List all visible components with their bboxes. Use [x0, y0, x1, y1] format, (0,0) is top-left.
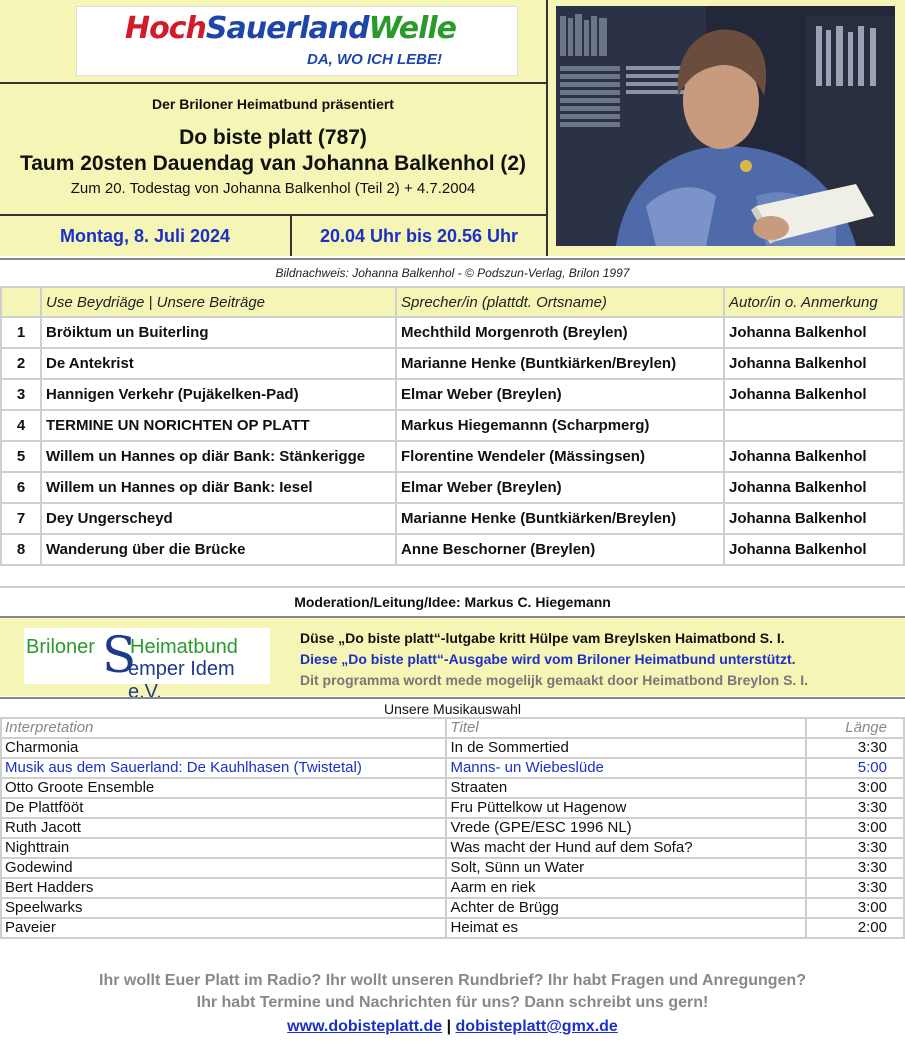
- logo-letter-s: S: [102, 626, 137, 684]
- music-title: In de Sommertied: [446, 738, 805, 758]
- heimatbund-logo[interactable]: [24, 626, 270, 703]
- music-artist: Ruth Jacott: [1, 818, 446, 838]
- row-number: 6: [1, 472, 41, 503]
- music-length: 3:30: [806, 738, 904, 758]
- table-row: [1, 738, 904, 758]
- contribution-title: Dey Ungerscheyd: [41, 503, 396, 534]
- show-info: [0, 84, 548, 216]
- speaker: Marianne Henke (Buntkiärken/Breylen): [396, 348, 724, 379]
- table-row: [1, 778, 904, 798]
- table-row: [1, 534, 904, 565]
- broadcast-time: 20.04 Uhr bis 20.56 Uhr: [292, 216, 548, 256]
- logo-word-briloner: Briloner: [26, 636, 95, 658]
- logo-slogan: DA, WO ICH LEBE!: [307, 51, 442, 68]
- footer-links: [0, 1016, 905, 1038]
- table-row: [1, 472, 904, 503]
- logo-container: [0, 0, 548, 84]
- logo-part-blue: Sauerland: [205, 11, 369, 46]
- logo-part-red: Hoch: [125, 11, 206, 46]
- music-length: 3:30: [806, 878, 904, 898]
- footer-line-contact: Ihr habt Termine und Nachrichten für uns? Dann schreibt uns gern!: [196, 994, 709, 1011]
- col-header-author: Autor/in o. Anmerkung: [724, 287, 904, 317]
- music-length: 2:00: [806, 918, 904, 938]
- row-number: 5: [1, 441, 41, 472]
- table-row: [1, 410, 904, 441]
- author: Johanna Balkenhol: [724, 472, 904, 503]
- table-row: [1, 503, 904, 534]
- logo-wordmark: [125, 11, 456, 46]
- music-title: Fru Püttelkow ut Hagenow: [446, 798, 805, 818]
- program-table: [0, 286, 905, 566]
- row-number: 8: [1, 534, 41, 565]
- music-title: Manns- un Wiebeslüde: [446, 758, 805, 778]
- col-header-title: Titel: [446, 718, 805, 738]
- music-length: 3:30: [806, 798, 904, 818]
- table-row: [1, 858, 904, 878]
- logo-word-heimatbund: Heimatbund: [130, 636, 238, 658]
- row-number: 7: [1, 503, 41, 534]
- table-row: [1, 798, 904, 818]
- author: Johanna Balkenhol: [724, 317, 904, 348]
- sponsor-lines: [300, 628, 808, 691]
- sponsor-line-dutch: Dit programma wordt mede mogelijk gemaakt door Heimatbond Breylon S. I.: [300, 672, 808, 688]
- row-number: 1: [1, 317, 41, 348]
- music-section-title: Unsere Musikauswahl: [0, 697, 905, 719]
- author: Johanna Balkenhol: [724, 534, 904, 565]
- music-length: 3:00: [806, 778, 904, 798]
- col-header-speaker: Sprecher/in (plattdt. Ortsname): [396, 287, 724, 317]
- speaker: Mechthild Morgenroth (Breylen): [396, 317, 724, 348]
- author: [724, 410, 904, 441]
- footer: [0, 970, 905, 1038]
- table-row: [1, 379, 904, 410]
- music-title: Vrede (GPE/ESC 1996 NL): [446, 818, 805, 838]
- episode-subtitle: Zum 20. Todestag von Johanna Balkenhol (Teil 2) + 4.7.2004: [70, 180, 476, 197]
- author: Johanna Balkenhol: [724, 441, 904, 472]
- row-number: 4: [1, 410, 41, 441]
- col-header-contributions: Use Beydriäge | Unsere Beiträge: [41, 287, 396, 317]
- speaker: Florentine Wendeler (Mässingsen): [396, 441, 724, 472]
- music-artist: Nighttrain: [1, 838, 446, 858]
- speaker: Markus Hiegemannn (Scharpmerg): [396, 410, 724, 441]
- contribution-title: Willem un Hannes op diär Bank: Stänkerigge: [41, 441, 396, 472]
- author: Johanna Balkenhol: [724, 379, 904, 410]
- speaker: Anne Beschorner (Breylen): [396, 534, 724, 565]
- music-length: 3:30: [806, 858, 904, 878]
- music-length: 5:00: [806, 758, 904, 778]
- music-artist: Otto Groote Ensemble: [1, 778, 446, 798]
- table-row: [1, 317, 904, 348]
- music-length: 3:00: [806, 818, 904, 838]
- author: Johanna Balkenhol: [724, 503, 904, 534]
- photo-credit: Bildnachweis: Johanna Balkenhol - © Podszun-Verlag, Brilon 1997: [0, 258, 905, 286]
- col-header-number: [1, 287, 41, 317]
- show-title: Do biste platt (787): [179, 126, 367, 149]
- presenter-line: Der Briloner Heimatbund präsentiert: [152, 96, 394, 112]
- col-header-interpretation: Interpretation: [1, 718, 446, 738]
- email-link[interactable]: dobisteplatt@gmx.de: [455, 1018, 618, 1035]
- speaker: Marianne Henke (Buntkiärken/Breylen): [396, 503, 724, 534]
- col-header-length: Länge: [806, 718, 904, 738]
- music-artist: Paveier: [1, 918, 446, 938]
- music-artist: Speelwarks: [1, 898, 446, 918]
- logo-part-green: Welle: [368, 11, 457, 46]
- music-title: Aarm en riek: [446, 878, 805, 898]
- header-area: [0, 0, 905, 256]
- music-title: Solt, Sünn un Water: [446, 858, 805, 878]
- sponsor-line-plattdeutsch: Düse „Do biste platt“-lutgabe kritt Hülpe vam Breylsken Haimatbond S. I.: [300, 630, 785, 646]
- portrait-photo-illustration: [556, 6, 895, 246]
- table-row: [1, 878, 904, 898]
- music-artist: De Plattfööt: [1, 798, 446, 818]
- table-row: [1, 758, 904, 778]
- footer-line-questions: Ihr wollt Euer Platt im Radio? Ihr wollt unseren Rundbrief? Ihr habt Fragen und Anregungen?: [99, 972, 806, 989]
- music-length: 3:00: [806, 898, 904, 918]
- broadcast-date: Montag, 8. Juli 2024: [0, 216, 292, 256]
- music-artist: Musik aus dem Sauerland: De Kauhlhasen (Twistetal): [1, 758, 446, 778]
- contribution-title: De Antekrist: [41, 348, 396, 379]
- table-row: [1, 838, 904, 858]
- contribution-title: Hannigen Verkehr (Pujäkelken-Pad): [41, 379, 396, 410]
- table-row: [1, 818, 904, 838]
- music-artist: Charmonia: [1, 738, 446, 758]
- contribution-title: Willem un Hannes op diär Bank: Iesel: [41, 472, 396, 503]
- contribution-title: Wanderung über die Brücke: [41, 534, 396, 565]
- music-title: Straaten: [446, 778, 805, 798]
- sponsor-banner: [0, 616, 905, 703]
- contribution-title: TERMINE UN NORICHTEN OP PLATT: [41, 410, 396, 441]
- music-title: Was macht der Hund auf dem Sofa?: [446, 838, 805, 858]
- music-header-row: [1, 718, 904, 738]
- episode-title: Taum 20sten Dauendag van Johanna Balkenhol (2): [19, 152, 527, 175]
- logo-word-semper-idem: emper Idem e.V.: [128, 658, 235, 703]
- portrait-photo: [556, 6, 895, 246]
- program-header-row: [1, 287, 904, 317]
- contribution-title: Bröiktum un Buiterling: [41, 317, 396, 348]
- moderation-credit: Moderation/Leitung/Idee: Markus C. Hiegemann: [0, 586, 905, 616]
- music-artist: Godewind: [1, 858, 446, 878]
- author: Johanna Balkenhol: [724, 348, 904, 379]
- speaker: Elmar Weber (Breylen): [396, 472, 724, 503]
- row-number: 2: [1, 348, 41, 379]
- music-title: Achter de Brügg: [446, 898, 805, 918]
- sponsor-line-german: Diese „Do biste platt“-Ausgabe wird vom Briloner Heimatbund unterstützt.: [300, 651, 796, 667]
- table-row: [1, 918, 904, 938]
- music-length: 3:30: [806, 838, 904, 858]
- row-number: 3: [1, 379, 41, 410]
- website-link[interactable]: www.dobisteplatt.de: [287, 1018, 443, 1035]
- table-row: [1, 348, 904, 379]
- link-separator: |: [446, 1018, 452, 1035]
- table-row: [1, 898, 904, 918]
- music-artist: Bert Hadders: [1, 878, 446, 898]
- speaker: Elmar Weber (Breylen): [396, 379, 724, 410]
- table-row: [1, 441, 904, 472]
- music-title: Heimat es: [446, 918, 805, 938]
- hochsauerlandwelle-logo[interactable]: [76, 6, 518, 76]
- music-table: [0, 717, 905, 939]
